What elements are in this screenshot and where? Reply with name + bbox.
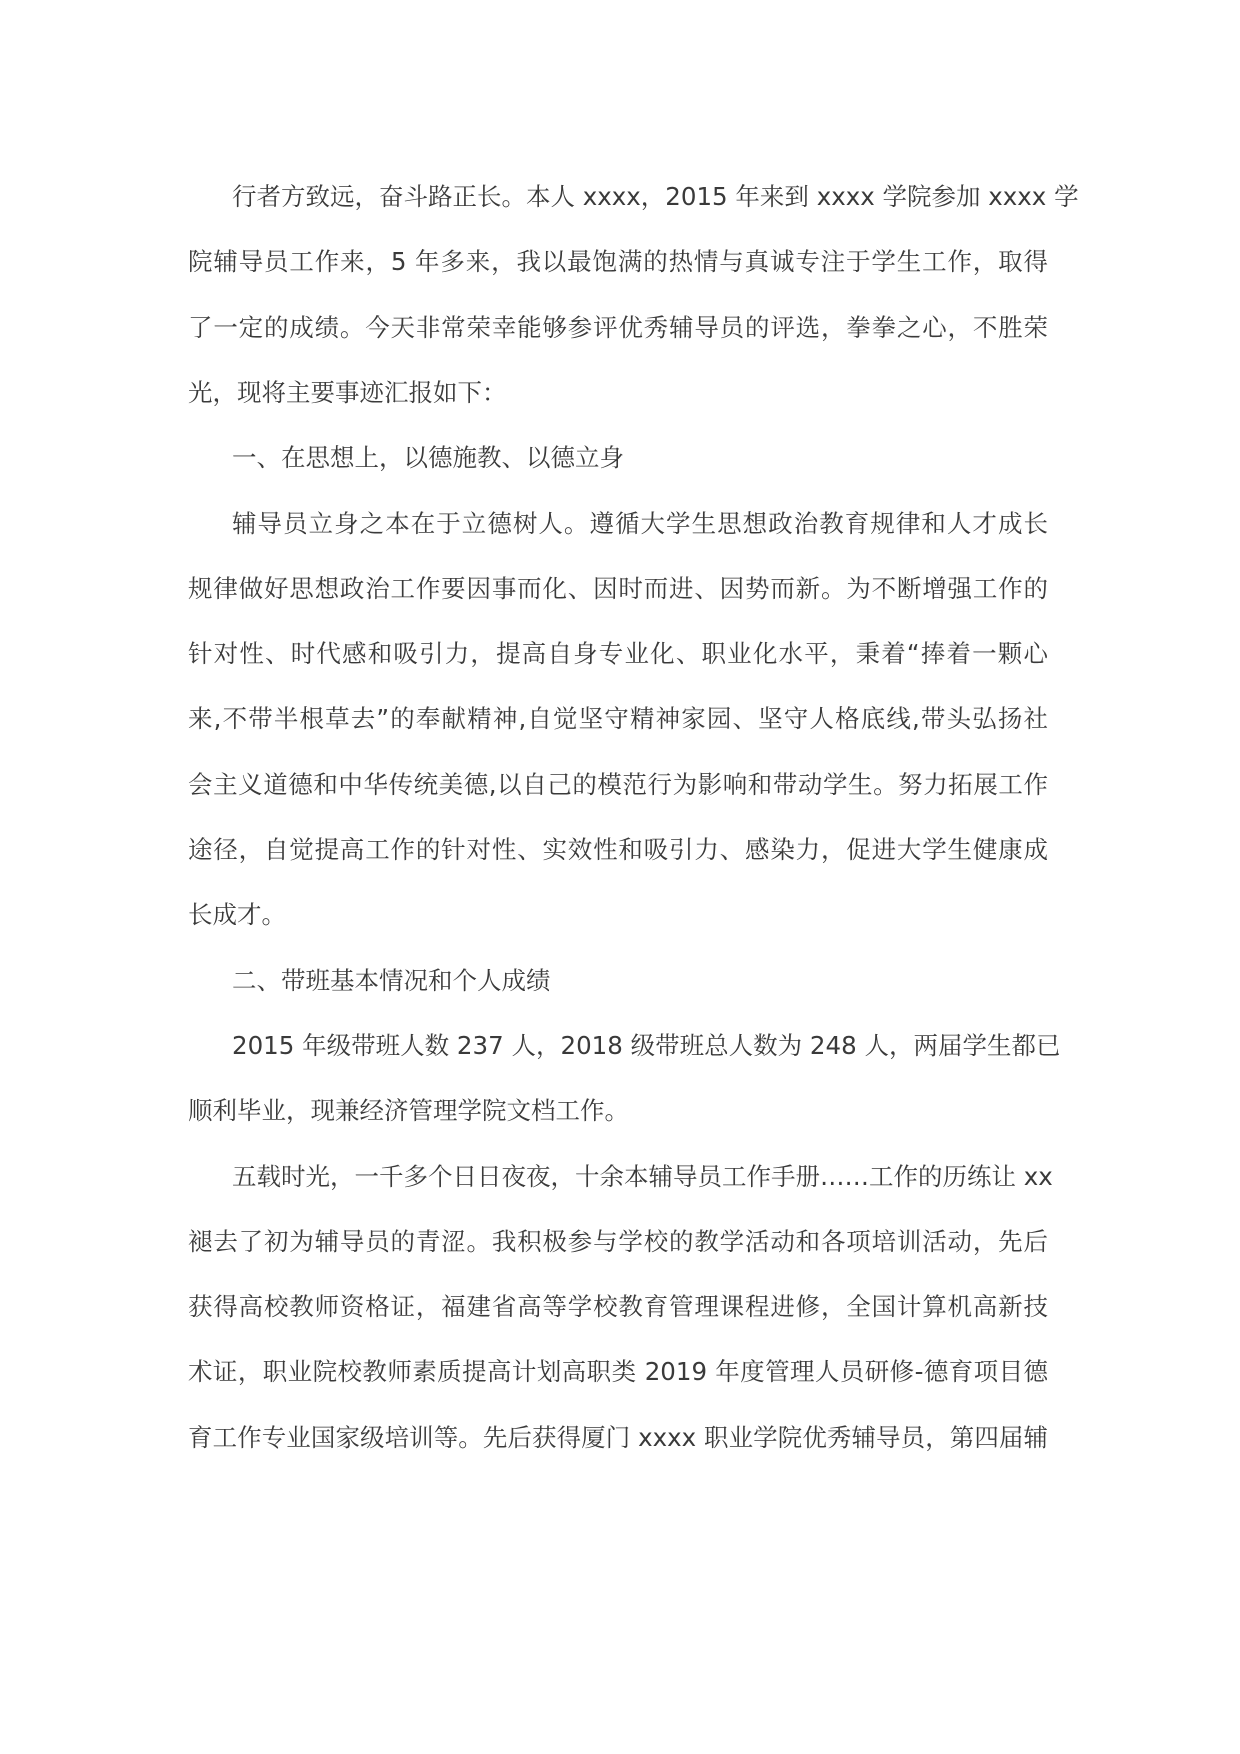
text-line: 一、在思想上，以德施教、以德立身 bbox=[232, 443, 624, 473]
text-line: 行者方致远，奋斗路正长。本人 xxxx，2015 年来到 xxxx 学院参加 xxxx 学 bbox=[232, 182, 1079, 211]
text-line: 育工作专业国家级培训等。先后获得厦门 xxxx 职业学院优秀辅导员，第四届辅 bbox=[188, 1422, 1048, 1452]
text-line: 针对性、时代感和吸引力，提高自身专业化、职业化水平，秉着“捧着一颗心 bbox=[188, 639, 1048, 669]
text-line: 顺利毕业，现兼经济管理学院文档工作。 bbox=[188, 1096, 629, 1126]
text-line: 褪去了初为辅导员的青涩。我积极参与学校的教学活动和各项培训活动，先后 bbox=[188, 1226, 1048, 1256]
text-line: 院辅导员工作来，5 年多来，我以最饱满的热情与真诚专注于学生工作，取得 bbox=[188, 247, 1048, 277]
text-line: 途径，自觉提高工作的针对性、实效性和吸引力、感染力，促进大学生健康成 bbox=[188, 835, 1048, 864]
text-line: 长成才。 bbox=[188, 900, 286, 930]
text-line: 2015 年级带班人数 237 人，2018 级带班总人数为 248 人，两届学生都已 bbox=[232, 1030, 1061, 1060]
text-line: 辅导员立身之本在于立德树人。遵循大学生思想政治教育规律和人才成长 bbox=[232, 508, 1048, 538]
text-line: 了一定的成绩。今天非常荣幸能够参评优秀辅导员的评选，拳拳之心，不胜荣 bbox=[188, 312, 1048, 342]
text-line: 来,不带半根草去”的奉献精神,自觉坚守精神家园、坚守人格底线,带头弘扬社 bbox=[188, 704, 1048, 734]
text-line: 五载时光，一千多个日日夜夜，十余本辅导员工作手册……工作的历练让 xx bbox=[232, 1161, 1053, 1191]
text-line: 获得高校教师资格证，福建省高等学校教育管理课程进修，全国计算机高新技 bbox=[188, 1292, 1048, 1322]
text-line: 术证，职业院校教师素质提高计划高职类 2019 年度管理人员研修-德育项目德 bbox=[188, 1357, 1048, 1387]
text-line: 规律做好思想政治工作要因事而化、因时而进、因势而新。为不断增强工作的 bbox=[188, 573, 1048, 603]
text-line: 光，现将主要事迹汇报如下： bbox=[188, 377, 507, 407]
text-line: 二、带班基本情况和个人成绩 bbox=[232, 965, 551, 995]
text-line: 会主义道德和中华传统美德,以自己的模范行为影响和带动学生。努力拓展工作 bbox=[188, 769, 1048, 799]
